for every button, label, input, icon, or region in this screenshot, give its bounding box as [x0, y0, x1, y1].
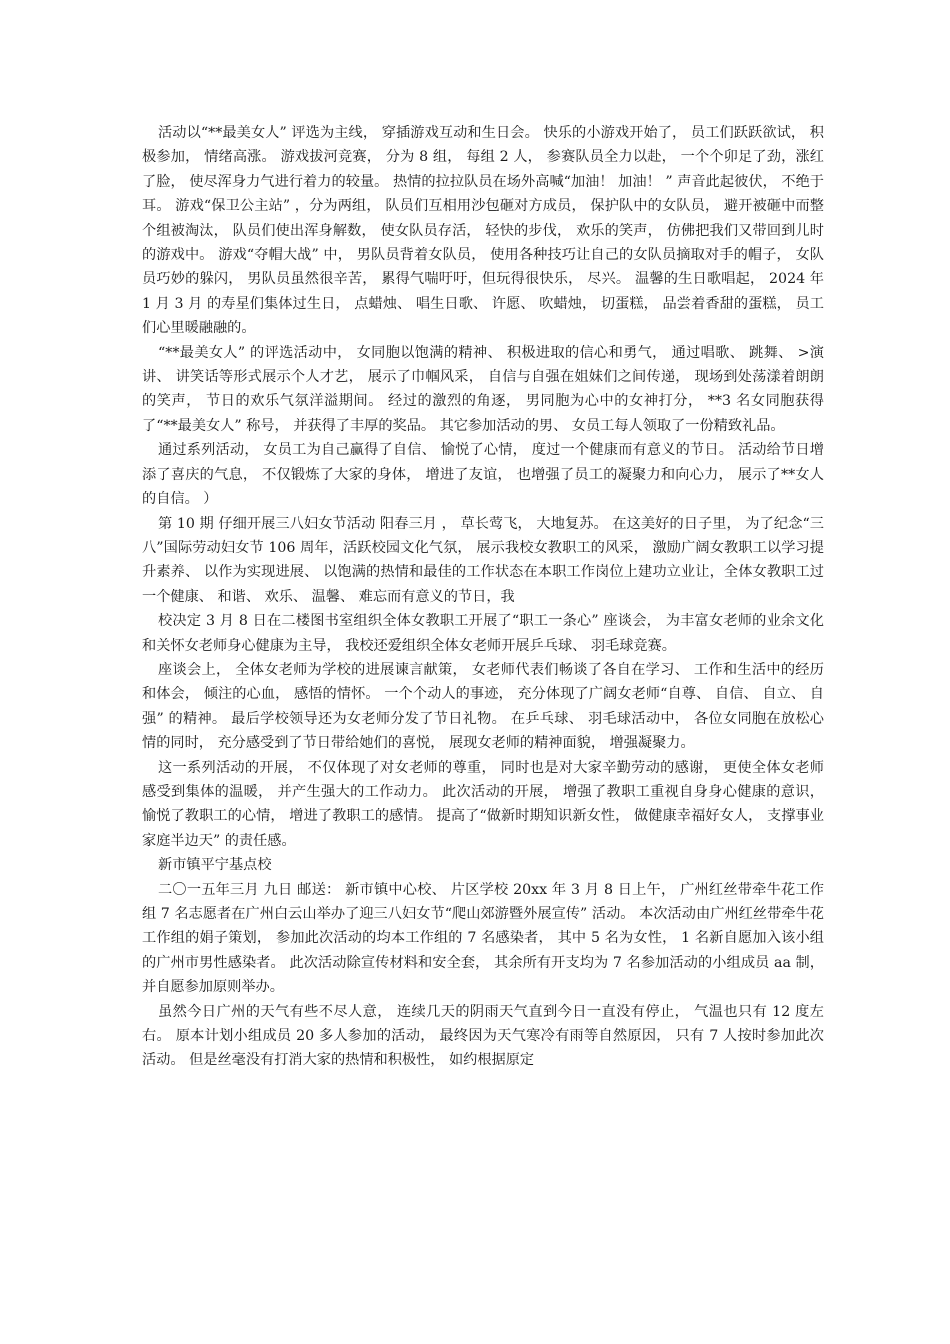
- paragraph-activity-summary: 通过系列活动， 女员工为自己赢得了自信、 愉悦了心情， 度过一个健康而有意义的节日。 活动给节日增添了喜庆的气息， 不仅锻炼了大家的身体， 增进了友谊， 也增强了员工的凝聚力和向心力， 展示了**女人的自信。 ）: [142, 442, 824, 508]
- paragraph-series-significance: 这一系列活动的开展， 不仅体现了对女老师的尊重， 同时也是对大家辛勤劳动的感谢， 更使全体女老师感受到集体的温暖， 并产生强大的工作动力。 此次活动的开展， 增强了教职工重视自身身心健康的意识， 愉悦了教职工的心情， 增进了教职工的感情。 提高了“做新时期知识新女性， 做健康幸福好女人， 支撑事业家庭半边天” 的责任感。: [142, 759, 824, 849]
- paragraph-issue-10-intro: 第 10 期 仔细开展三八妇女节活动 阳春三月 ， 草长莺飞， 大地复苏。 在这美好的日子里， 为了纪念“三八”国际劳动妇女节 106 周年，活跃校园文化气氛， 展示我校女教职工的风采， 激励广阔女教职工以学习提升素养、 以作为实现进展、 以饱满的热情和最佳的工作状态在本职工作岗位上建功立业让，全体女教职工过一个健康、 和谐、 欢乐、 温馨、 难忘而有意义的节日，我: [142, 515, 824, 605]
- paragraph-weather: 虽然今日广州的天气有些不尽人意， 连续几天的阴雨天气直到今日一直没有停止， 气温也只有 12 度左右。 原本计划小组成员 20 多人参加的活动， 最终因为天气寒冷有雨等自然原因， 只有 7 人按时参加此次活动。 但是丝毫没有打消大家的热情和积极性， 如约根据原定: [142, 1003, 824, 1069]
- paragraph-beauty-contest: “**最美女人” 的评选活动中， 女同胞以饱满的精神、 积极进取的信心和勇气， 通过唱歌、 跳舞、 >演讲、 讲笑话等形式展示个人才艺， 展示了巾帼风采， 自信与自强在姐妹们之间传递， 现场到处荡漾着朗朗的笑声， 节日的欢乐气氛洋溢期间。 经过的激烈的角逐， 男同胞为心中的女神打分， **3 名女同胞获得了“**最美女人” 称号， 并获得了丰厚的奖品。 其它参加活动的男、 女员工每人领取了一份精致礼品。: [142, 344, 824, 434]
- document-body: [142, 121, 824, 1073]
- paragraph-activity-games: 活动以“**最美女人” 评选为主线， 穿插游戏互动和生日会。 快乐的小游戏开始了， 员工们跃跃欲试， 积极参加， 情绪高涨。 游戏拔河竞赛， 分为 8 组， 每组 2 人， 参赛队员全力以赴， 一个个卯足了劲，涨红了脸， 使尽浑身力气进行着力的较量。 热情的拉拉队员在场外高喊“加油！ 加油！ ” 声音此起彼伏， 不绝于耳。 游戏“保卫公主站” ，分为两组， 队员们互相用沙包砸对方成员， 保护队中的女队员， 避开被砸中而整个组被淘汰， 队员们使出浑身解数， 使女队员存活， 轻快的步伐， 欢乐的笑声， 仿佛把我们又带回到儿时的游戏中。 游戏“夺帽大战” 中， 男队员背着女队员， 使用各种技巧让自己的女队员摘取对手的帽子， 女队员巧妙的躲闪， 男队员虽然很辛苦， 累得气喘吁吁，但玩得很快乐， 尽兴。 温馨的生日歌唱起， 2024 年 1 月 3 月 的寿星们集体过生日， 点蜡烛、 唱生日歌、 许愿、 吹蜡烛， 切蛋糕， 品尝着香甜的蛋糕， 员工们心里暖融融的。: [142, 125, 824, 337]
- paragraph-symposium: 座谈会上， 全体女老师为学校的进展谏言献策， 女老师代表们畅谈了各自在学习、 工作和生活中的经历和体会， 倾注的心血， 感悟的情怀。 一个个动人的事迹， 充分体现了广阔女老师“自尊、 自信、 自立、 自强” 的精神。 最后学校领导还为女老师分发了节日礼物。 在乒乓球、 羽毛球活动中， 各位女同胞在放松心情的同时， 充分感受到了节日带给她们的喜悦， 展现女老师的精神面貌， 增强凝聚力。: [142, 661, 824, 752]
- paragraph-red-ribbon-event: 二〇一五年三月 九日 邮送： 新市镇中心校、 片区学校 20xx 年 3 月 8 日上午， 广州红丝带牵牛花工作组 7 名志愿者在广州白云山举办了迎三八妇女节“爬山郊游暨外展宣传” 活动。 本次活动由广州红丝带牵牛花工作组的娟子策划， 参加此次活动的均本工作组的 7 名感染者， 其中 5 名为女性， 1 名新自愿加入该小组的广州市男性感染者。 此次活动除宣传材料和安全套， 其余所有开支均为 7 名参加活动的小组成员 aa 制， 并自愿参加原则举办。: [142, 881, 824, 996]
- paragraph-school-signature: 新市镇平宁基点校: [158, 857, 272, 874]
- paragraph-school-decision: 校决定 3 月 8 日在二楼图书室组织全体女教职工开展了“职工一条心” 座谈会， 为丰富女老师的业余文化和关怀女老师身心健康为主导， 我校还爱组织全体女老师开展乒乓球、 羽毛球竞赛。: [142, 613, 824, 654]
